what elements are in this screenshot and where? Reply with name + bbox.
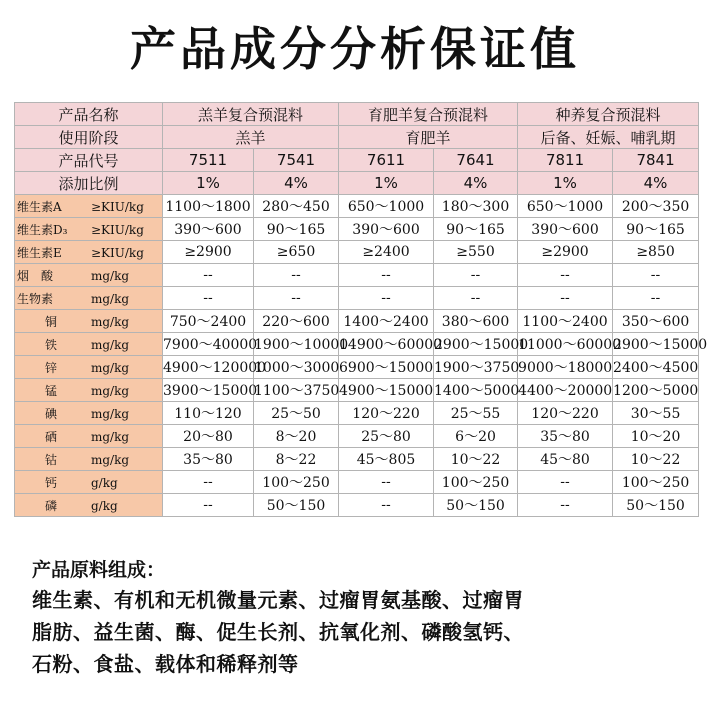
header-cell: 1%: [163, 172, 254, 195]
composition-line: 脂肪、益生菌、酶、促生长剂、抗氧化剂、磷酸氢钙、: [32, 620, 524, 644]
value-cell: 90～165: [254, 218, 339, 241]
value-cell: 1400～5000: [434, 379, 518, 402]
value-cell: --: [163, 471, 254, 494]
value-cell: 110～120: [163, 402, 254, 425]
value-cell: 45～805: [339, 448, 434, 471]
value-cell: 2400～4500: [613, 356, 699, 379]
value-cell: 1200～5000: [613, 379, 699, 402]
nutrient-unit: ≥KIU/kg: [91, 222, 144, 237]
value-cell: 1900～10000: [254, 333, 339, 356]
nutrient-name: 铁: [45, 337, 58, 352]
header-cell: 1%: [518, 172, 613, 195]
nutrient-unit: mg/kg: [91, 268, 130, 283]
value-cell: --: [613, 287, 699, 310]
nutrient-unit: g/kg: [91, 475, 118, 490]
nutrient-unit: mg/kg: [91, 291, 130, 306]
value-cell: 14900～60000: [339, 333, 434, 356]
value-cell: 7900～40000: [163, 333, 254, 356]
nutrient-name: 维生素D₃: [17, 222, 68, 237]
header-row-stage: [15, 126, 699, 149]
value-cell: 200～350: [613, 195, 699, 218]
header-cell: 育肥羊: [339, 126, 518, 149]
value-cell: 280～450: [254, 195, 339, 218]
row-label: [15, 287, 163, 310]
value-cell: 390～600: [163, 218, 254, 241]
value-cell: 8～20: [254, 425, 339, 448]
header-cell: 羔羊复合预混料: [163, 103, 339, 126]
header-label: 产品名称: [15, 103, 163, 126]
header-row-code: [15, 149, 699, 172]
value-cell: --: [254, 264, 339, 287]
nutrient-name: 维生素E: [17, 245, 62, 260]
row-label: [15, 448, 163, 471]
header-cell: 后备、妊娠、哺乳期: [518, 126, 699, 149]
value-cell: --: [163, 494, 254, 517]
row-label: [15, 218, 163, 241]
value-cell: 50～150: [434, 494, 518, 517]
value-cell: 30～55: [613, 402, 699, 425]
value-cell: --: [518, 287, 613, 310]
value-cell: 390～600: [339, 218, 434, 241]
row-label: [15, 241, 163, 264]
nutrient-unit: mg/kg: [91, 429, 130, 444]
value-cell: 10～22: [434, 448, 518, 471]
value-cell: 4900～120000: [163, 356, 254, 379]
table-row: [15, 402, 699, 425]
value-cell: 2900～15000: [434, 333, 518, 356]
row-label: [15, 425, 163, 448]
nutrient-name: 碘: [45, 406, 58, 421]
value-cell: ≥550: [434, 241, 518, 264]
row-label: [15, 356, 163, 379]
value-cell: 25～80: [339, 425, 434, 448]
value-cell: 50～150: [254, 494, 339, 517]
table-row: [15, 494, 699, 517]
value-cell: 1100～1800: [163, 195, 254, 218]
value-cell: --: [339, 287, 434, 310]
value-cell: --: [434, 287, 518, 310]
value-cell: 1100～2400: [518, 310, 613, 333]
header-row-ratio: [15, 172, 699, 195]
row-label: [15, 402, 163, 425]
header-cell: 7841: [613, 149, 699, 172]
nutrient-unit: mg/kg: [91, 360, 130, 375]
composition-line: 石粉、食盐、载体和稀释剂等: [32, 652, 299, 676]
value-cell: 1400～2400: [339, 310, 434, 333]
value-cell: 45～80: [518, 448, 613, 471]
value-cell: --: [434, 264, 518, 287]
table-row: [15, 448, 699, 471]
value-cell: 11000～60000: [518, 333, 613, 356]
value-cell: 4900～15000: [339, 379, 434, 402]
nutrient-unit: mg/kg: [91, 383, 130, 398]
value-cell: 10～22: [613, 448, 699, 471]
value-cell: 100～250: [254, 471, 339, 494]
value-cell: 25～55: [434, 402, 518, 425]
nutrient-name: 磷: [45, 498, 58, 513]
value-cell: 8～22: [254, 448, 339, 471]
value-cell: --: [163, 264, 254, 287]
value-cell: 1900～3750: [434, 356, 518, 379]
header-row-product-name: [15, 103, 699, 126]
value-cell: 1000～3000: [254, 356, 339, 379]
table-body: [15, 195, 708, 517]
nutrient-unit: ≥KIU/kg: [91, 245, 144, 260]
table-row: [15, 218, 699, 241]
table-row: [15, 356, 699, 379]
composition-heading: 产品原料组成：: [32, 559, 166, 581]
nutrient-name: 锰: [45, 383, 58, 398]
row-label: [15, 494, 163, 517]
header-cell: 4%: [613, 172, 699, 195]
value-cell: ≥2900: [163, 241, 254, 264]
table-row: [15, 287, 699, 310]
header-cell: 7641: [434, 149, 518, 172]
nutrient-name: 钴: [45, 452, 58, 467]
analysis-table: [14, 102, 708, 517]
value-cell: 35～80: [518, 425, 613, 448]
value-cell: 100～250: [434, 471, 518, 494]
nutrient-unit: mg/kg: [91, 406, 130, 421]
nutrient-unit: mg/kg: [91, 337, 130, 352]
value-cell: ≥850: [613, 241, 699, 264]
value-cell: ≥2900: [518, 241, 613, 264]
nutrient-name: 维生素A: [17, 199, 62, 214]
value-cell: 1100～3750: [254, 379, 339, 402]
value-cell: --: [518, 494, 613, 517]
value-cell: 90～165: [613, 218, 699, 241]
value-cell: 50～150: [613, 494, 699, 517]
header-cell: 种养复合预混料: [518, 103, 699, 126]
value-cell: --: [163, 287, 254, 310]
row-label: [15, 471, 163, 494]
table-row: [15, 471, 699, 494]
table-row: [15, 264, 699, 287]
value-cell: --: [518, 471, 613, 494]
value-cell: --: [613, 264, 699, 287]
value-cell: 380～600: [434, 310, 518, 333]
nutrient-name: 钙: [45, 475, 58, 490]
row-label: [15, 310, 163, 333]
header-cell: 育肥羊复合预混料: [339, 103, 518, 126]
header-cell: 4%: [254, 172, 339, 195]
composition-line: 维生素、有机和无机微量元素、过瘤胃氨基酸、过瘤胃: [32, 588, 524, 612]
value-cell: 650～1000: [339, 195, 434, 218]
header-cell: 7811: [518, 149, 613, 172]
table-row: [15, 333, 699, 356]
table-row: [15, 195, 699, 218]
value-cell: --: [518, 264, 613, 287]
header-cell: 4%: [434, 172, 518, 195]
header-cell: 7611: [339, 149, 434, 172]
value-cell: 750～2400: [163, 310, 254, 333]
table-row: [15, 241, 699, 264]
value-cell: 100～250: [613, 471, 699, 494]
value-cell: 35～80: [163, 448, 254, 471]
header-cell: 7511: [163, 149, 254, 172]
value-cell: 6900～15000: [339, 356, 434, 379]
nutrient-unit: g/kg: [91, 498, 118, 513]
composition-section: [32, 556, 702, 680]
row-label: [15, 195, 163, 218]
value-cell: --: [339, 264, 434, 287]
header-cell: 羔羊: [163, 126, 339, 149]
nutrient-name: 烟 酸: [17, 268, 54, 283]
value-cell: 350～600: [613, 310, 699, 333]
row-label: [15, 333, 163, 356]
value-cell: 3900～15000: [163, 379, 254, 402]
value-cell: 2900～15000: [613, 333, 699, 356]
nutrient-name: 硒: [45, 429, 58, 444]
table-row: [15, 379, 699, 402]
value-cell: 390～600: [518, 218, 613, 241]
nutrient-unit: ≥KIU/kg: [91, 199, 144, 214]
nutrient-name: 生物素: [17, 291, 54, 306]
value-cell: ≥650: [254, 241, 339, 264]
row-label: [15, 264, 163, 287]
value-cell: --: [339, 471, 434, 494]
value-cell: 9000～18000: [518, 356, 613, 379]
page-title: 产品成分分析保证值: [130, 22, 580, 76]
nutrient-unit: mg/kg: [91, 314, 130, 329]
value-cell: 220～600: [254, 310, 339, 333]
value-cell: --: [254, 287, 339, 310]
value-cell: --: [339, 494, 434, 517]
header-label: 产品代号: [15, 149, 163, 172]
value-cell: 25～50: [254, 402, 339, 425]
nutrient-name: 锌: [45, 360, 58, 375]
value-cell: 10～20: [613, 425, 699, 448]
nutrient-unit: mg/kg: [91, 452, 130, 467]
value-cell: 20～80: [163, 425, 254, 448]
header-label: 添加比例: [15, 172, 163, 195]
header-cell: 7541: [254, 149, 339, 172]
value-cell: 120～220: [339, 402, 434, 425]
value-cell: 90～165: [434, 218, 518, 241]
value-cell: ≥2400: [339, 241, 434, 264]
table-row: [15, 310, 699, 333]
header-label: 使用阶段: [15, 126, 163, 149]
header-cell: 1%: [339, 172, 434, 195]
value-cell: 180～300: [434, 195, 518, 218]
value-cell: 120～220: [518, 402, 613, 425]
value-cell: 4400～20000: [518, 379, 613, 402]
value-cell: 650～1000: [518, 195, 613, 218]
table-row: [15, 425, 699, 448]
value-cell: 6～20: [434, 425, 518, 448]
nutrient-name: 铜: [45, 314, 58, 329]
row-label: [15, 379, 163, 402]
